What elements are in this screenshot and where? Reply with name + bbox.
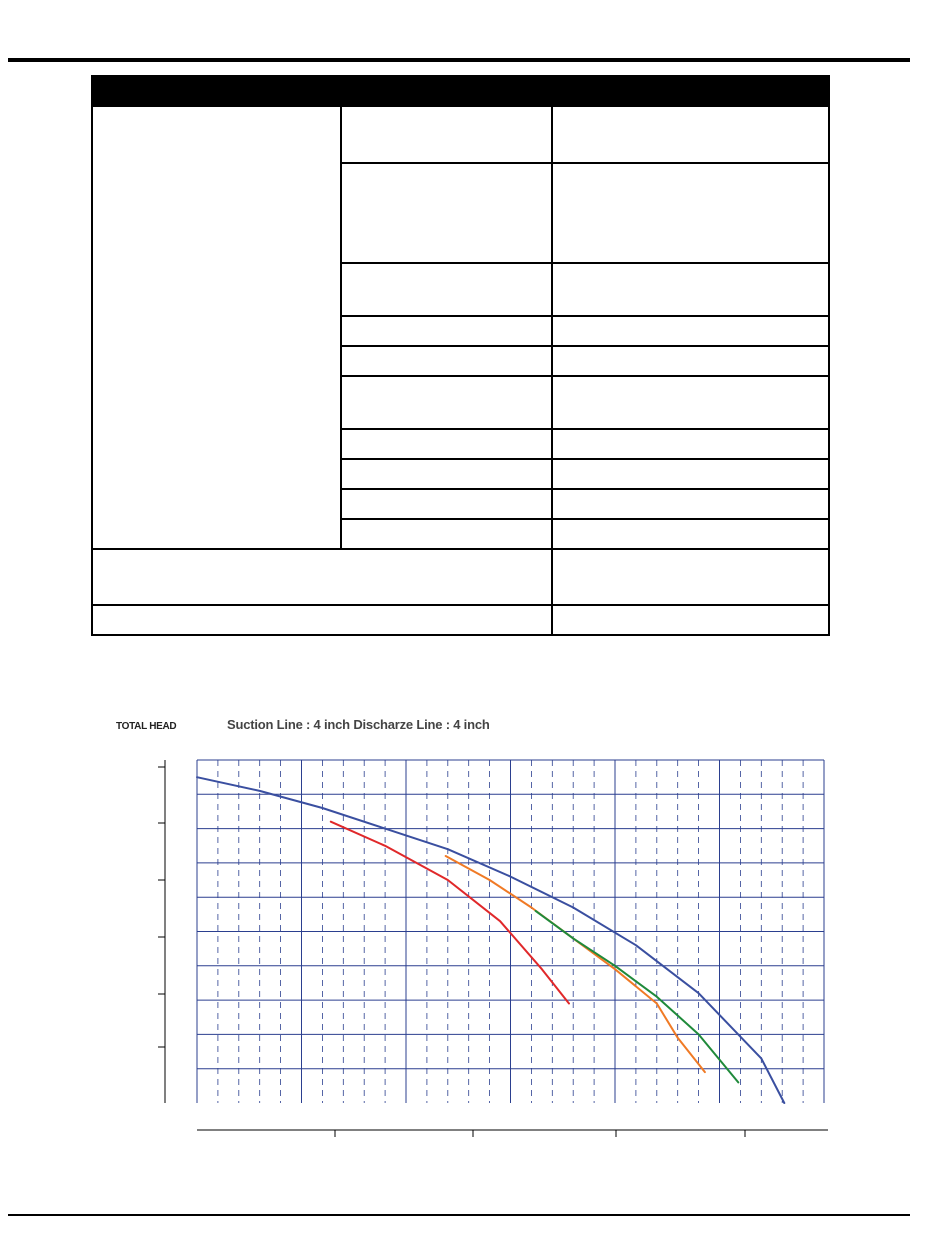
bottom-rule [8,1214,910,1216]
chart-series [197,777,784,1103]
chart-axes [158,760,828,1137]
series-line-4 [536,911,739,1083]
chart-grid [197,760,824,1103]
series-line-1 [197,777,784,1103]
series-line-2 [331,822,569,1004]
chart-ylabel: TOTAL HEAD [116,721,177,732]
series-line-3 [446,856,705,1072]
chart-title: Suction Line : 4 inch Discharze Line : 4 inch [227,717,490,732]
